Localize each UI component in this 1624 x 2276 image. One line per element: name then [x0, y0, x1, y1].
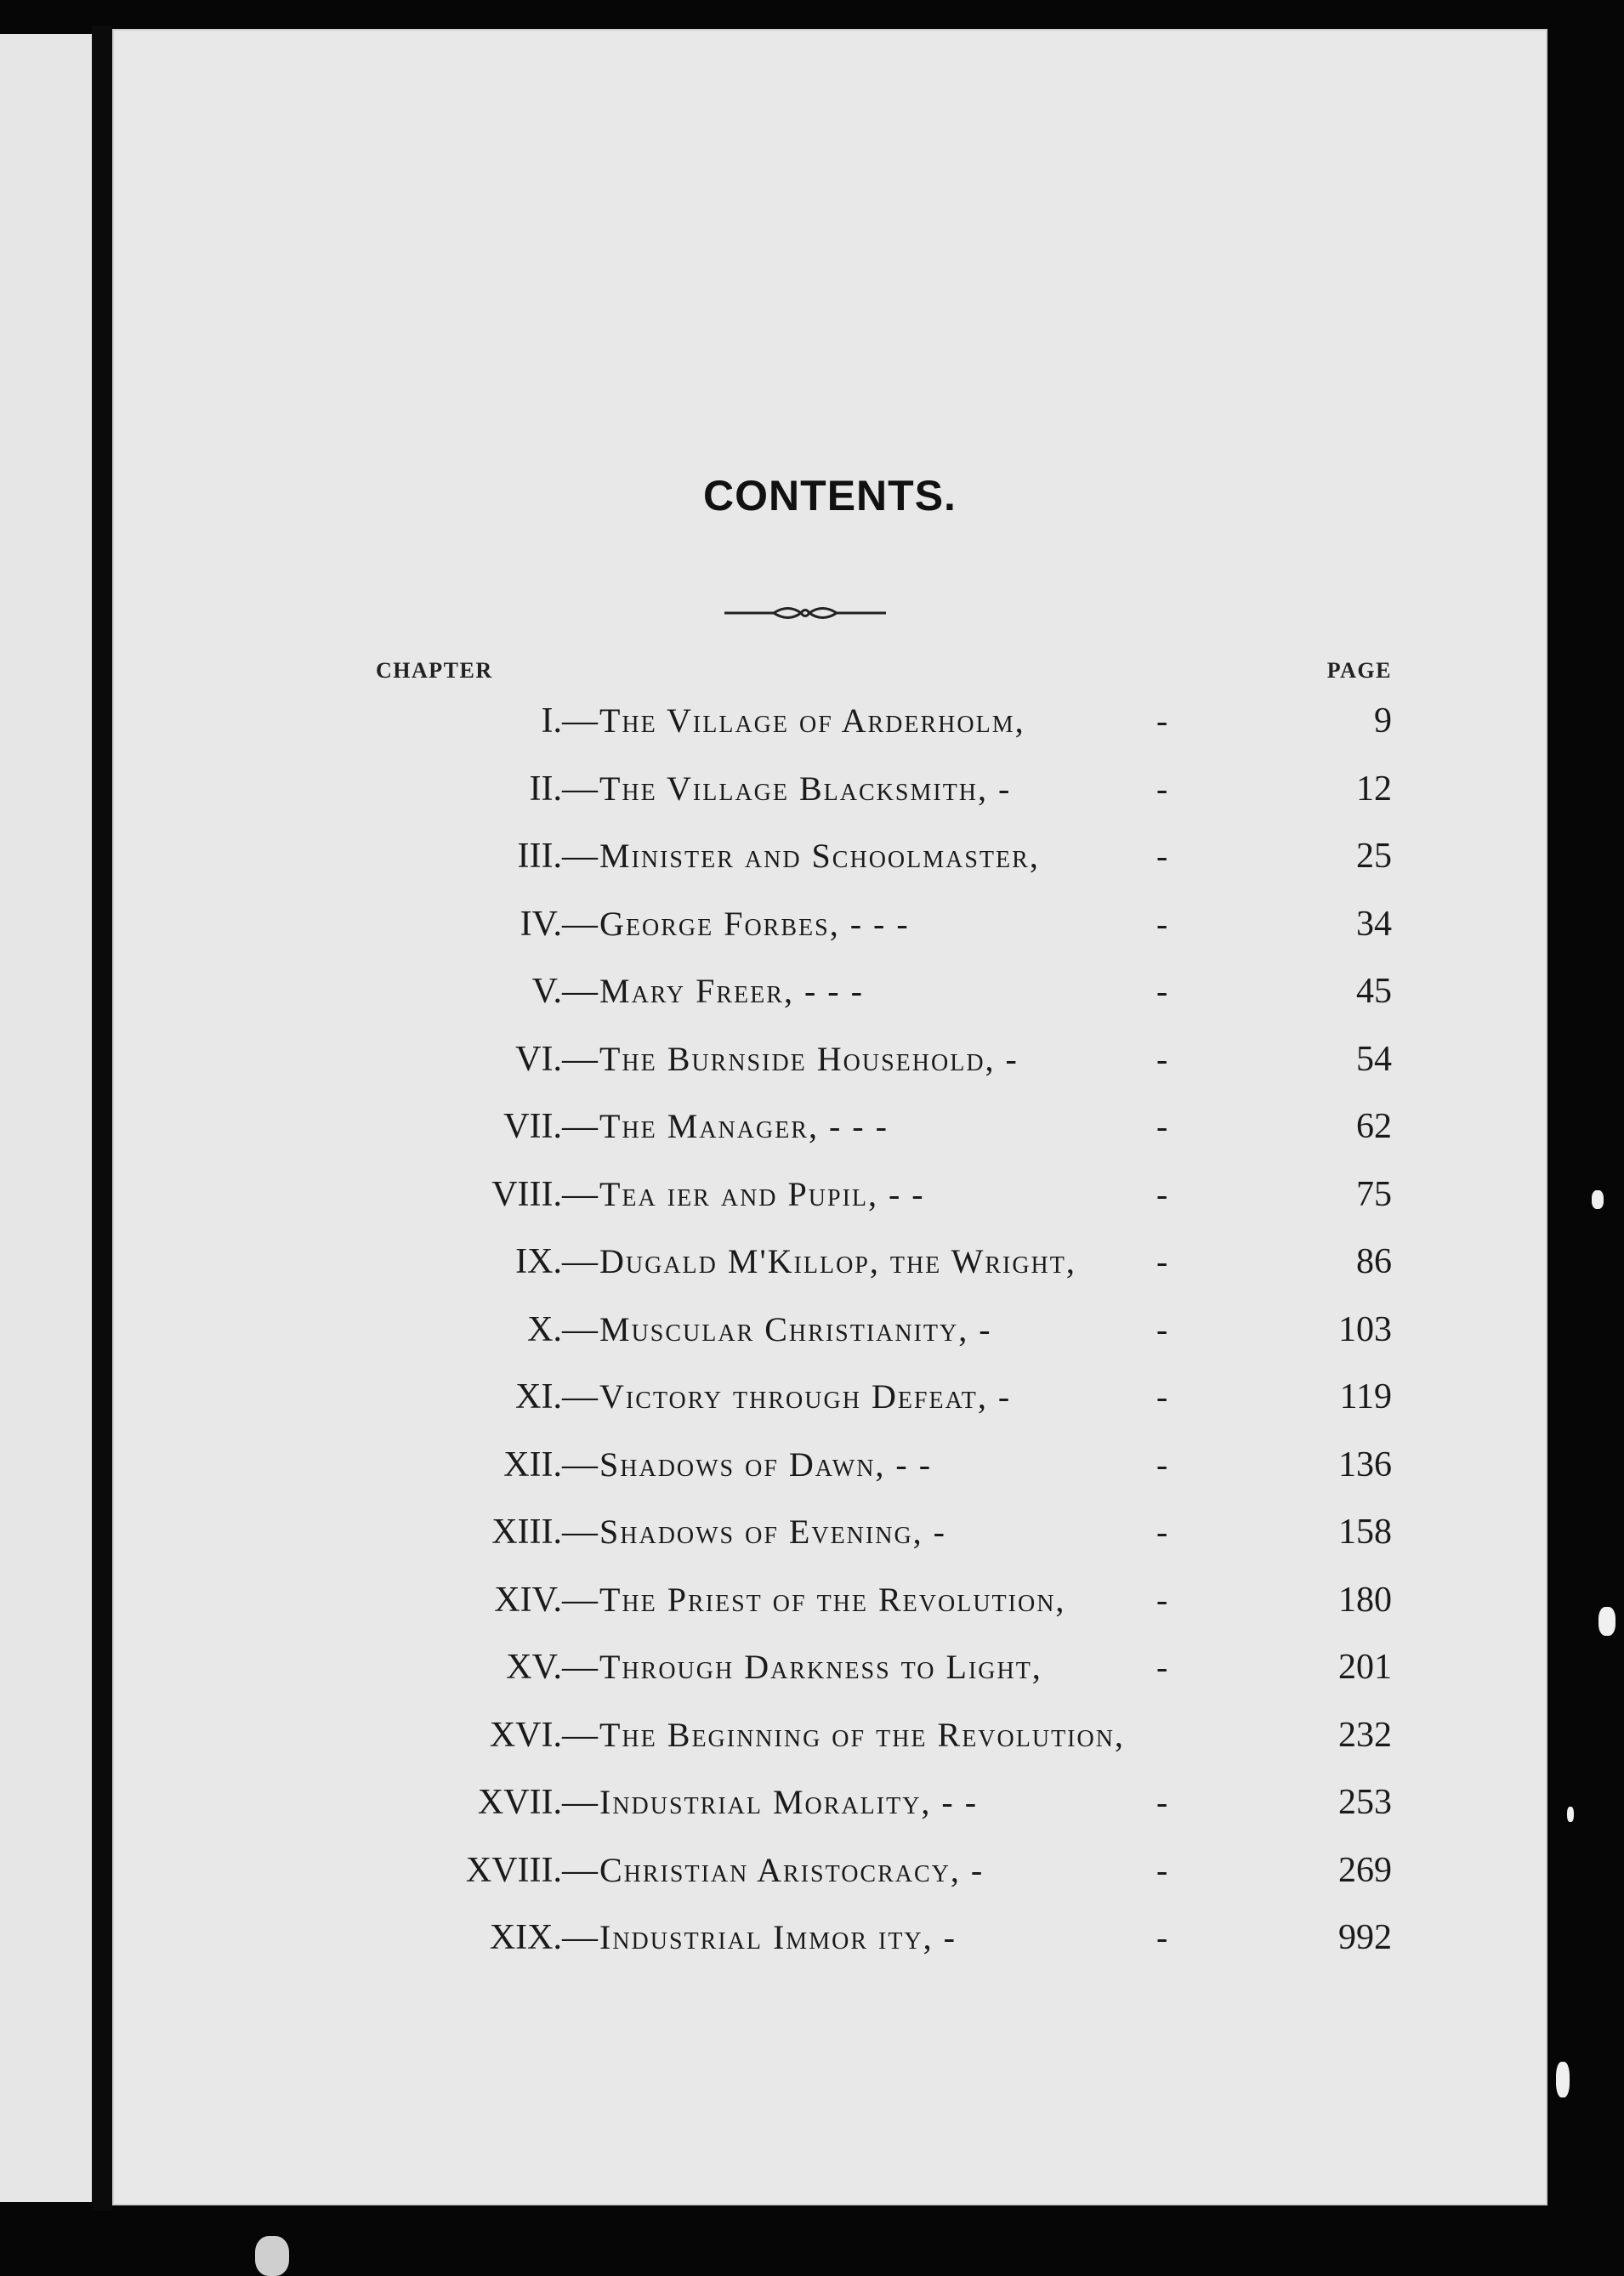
page-number: 103 [1338, 1309, 1392, 1349]
leader-dash: - [1156, 904, 1168, 943]
toc-row [112, 1030, 1547, 1098]
chapter-title: Muscular Christianity, - [599, 1309, 992, 1348]
chapter-title: Mary Freer, - - - [599, 972, 864, 1010]
leader-dash: - [1156, 837, 1168, 875]
leader-dash: - [1156, 1648, 1168, 1686]
leader-dash: - [1156, 1107, 1168, 1145]
page-number: 201 [1338, 1648, 1392, 1687]
chapter-number: XVII.— [477, 1783, 598, 1822]
chapter-number: VIII.— [491, 1174, 598, 1214]
chapter-title: The Village of Arderholm, [599, 701, 1025, 740]
page-number: 9 [1374, 701, 1392, 741]
leader-dash: - [1156, 701, 1168, 740]
leader-dash: - [1156, 1580, 1168, 1619]
leader-dash: - [1156, 972, 1168, 1010]
leader-dash: - [1156, 1039, 1168, 1078]
scan-speck [1598, 1607, 1615, 1636]
chapter-number: XV.— [506, 1648, 598, 1687]
chapter-column-header: CHAPTER [376, 658, 493, 683]
chapter-title: George Forbes, - - - [599, 904, 910, 943]
chapter-title: Minister and Schoolmaster, [599, 837, 1040, 875]
page-number: 34 [1356, 904, 1392, 944]
toc-row [112, 1638, 1547, 1706]
toc-row [112, 827, 1547, 895]
leader-dash: - [1156, 1783, 1168, 1821]
chapter-number: XIII.— [491, 1513, 598, 1552]
page-number: 12 [1356, 769, 1392, 809]
page-number: 45 [1356, 972, 1392, 1011]
page-column-header: PAGE [1326, 658, 1392, 683]
toc-row [112, 692, 1547, 760]
page-number: 232 [1338, 1715, 1392, 1755]
chapter-title: Shadows of Dawn, - - [599, 1444, 933, 1484]
toc-row [112, 1503, 1547, 1571]
chapter-title: Industrial Morality, - - [599, 1783, 979, 1821]
toc-row [112, 1166, 1547, 1234]
leader-dash: - [1156, 1850, 1168, 1889]
toc-row [112, 1436, 1547, 1504]
chapter-number: XI.— [515, 1377, 598, 1416]
chapter-number: IX.— [515, 1242, 598, 1281]
ornament-divider [724, 600, 886, 626]
chapter-number: IV.— [520, 904, 598, 944]
page-number: 86 [1356, 1242, 1392, 1281]
page-number: 269 [1338, 1850, 1392, 1890]
chapter-number: V.— [531, 972, 598, 1011]
chapter-number: VII.— [503, 1107, 598, 1146]
scan-speck [1567, 1807, 1574, 1822]
page-number: 119 [1339, 1377, 1392, 1416]
toc-row [112, 760, 1547, 828]
page-number: 54 [1356, 1039, 1392, 1079]
scan-glare [255, 2236, 289, 2276]
page-number: 75 [1356, 1174, 1392, 1214]
table-of-contents [112, 692, 1547, 1977]
chapter-number: XVIII.— [465, 1850, 598, 1890]
book-spine [92, 26, 112, 2211]
page-number: 136 [1338, 1444, 1392, 1484]
chapter-title: Shadows of Evening, - [599, 1513, 946, 1551]
page-number: 992 [1338, 1918, 1392, 1957]
chapter-title: Dugald M'Killop, the Wright, [599, 1242, 1076, 1280]
chapter-number: II.— [529, 769, 598, 809]
page-number: 180 [1338, 1580, 1392, 1620]
toc-row [112, 1774, 1547, 1842]
chapter-number: III.— [517, 837, 598, 876]
chapter-title: The Manager, - - - [599, 1107, 889, 1145]
contents-page [112, 29, 1547, 2205]
chapter-title: The Village Blacksmith, - [599, 769, 1012, 808]
toc-row [112, 1706, 1547, 1774]
page-number: 25 [1356, 837, 1392, 876]
toc-row [112, 1571, 1547, 1639]
chapter-number: XIV.— [494, 1580, 598, 1620]
scan-speck [1556, 2062, 1570, 2097]
page-title: CONTENTS. [703, 472, 957, 519]
toc-row [112, 1233, 1547, 1301]
leader-dash: - [1156, 1444, 1168, 1484]
leader-dash: - [1156, 1513, 1168, 1551]
leader-dash: - [1156, 1242, 1168, 1280]
page-number: 62 [1356, 1107, 1392, 1146]
leader-dash: - [1156, 1174, 1168, 1213]
leader-dash: - [1156, 1918, 1168, 1956]
chapter-title: The Beginning of the Revolution, [599, 1715, 1125, 1754]
chapter-title: Christian Aristocracy, - [599, 1850, 985, 1889]
chapter-title: Tea ier and Pupil, - - [599, 1174, 925, 1213]
toc-row [112, 1301, 1547, 1369]
chapter-number: VI.— [515, 1039, 598, 1079]
toc-row [112, 962, 1547, 1030]
toc-row [112, 1368, 1547, 1436]
chapter-number: I.— [541, 701, 598, 741]
toc-row [112, 1909, 1547, 1977]
toc-row [112, 1098, 1547, 1166]
page-number: 158 [1338, 1513, 1392, 1552]
leader-dash: - [1156, 1377, 1168, 1416]
page-number: 253 [1338, 1783, 1392, 1822]
chapter-title: Industrial Immor ity, - [599, 1918, 957, 1956]
leader-dash: - [1156, 1309, 1168, 1348]
facing-page-edge [0, 34, 92, 2202]
chapter-title: The Priest of the Revolution, [599, 1580, 1066, 1619]
chapter-number: X.— [527, 1309, 598, 1349]
chapter-title: Victory through Defeat, - [599, 1377, 1012, 1416]
chapter-number: XII.— [503, 1444, 598, 1484]
chapter-title: The Burnside Household, - [599, 1039, 1019, 1078]
toc-row [112, 895, 1547, 963]
leader-dash: - [1156, 769, 1168, 808]
scan-speck [1592, 1190, 1604, 1209]
toc-row [112, 1842, 1547, 1910]
chapter-number: XVI.— [489, 1715, 598, 1755]
chapter-number: XIX.— [489, 1918, 598, 1957]
chapter-title: Through Darkness to Light, [599, 1648, 1042, 1686]
